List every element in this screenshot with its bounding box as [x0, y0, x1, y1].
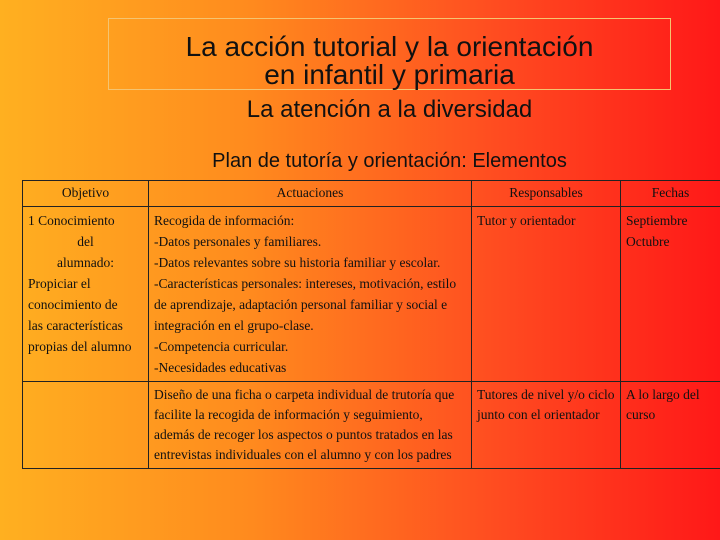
title-box [108, 18, 671, 90]
actuacion-item: -Datos relevantes sobre su historia familiar y escolar. [154, 255, 441, 270]
responsables-cell: Tutor y orientador [472, 207, 621, 382]
actuacion-item: -Datos personales y familiares. [154, 234, 322, 249]
actuaciones-cell [149, 207, 472, 382]
fechas-cell: A lo largo del curso [621, 382, 720, 469]
responsables-cell: Tutores de nivel y/o ciclo junto con el orientador [472, 382, 621, 469]
objetivo-line: 1 Conocimiento [28, 213, 115, 228]
header-actuaciones: Actuaciones [149, 181, 472, 207]
objetivo-cell [23, 382, 149, 469]
header-objetivo: Objetivo [23, 181, 149, 207]
actuacion-item: -Competencia curricular. [154, 339, 289, 354]
objetivo-line: propias del alumno [28, 339, 132, 354]
fecha-line: Septiembre [626, 213, 688, 228]
objetivo-line: Propiciar el [28, 276, 91, 291]
subtitle: La atención a la diversidad [246, 96, 533, 123]
header-fechas: Fechas [621, 181, 720, 207]
objetivo-line: las características [28, 318, 123, 333]
fecha-line: Octubre [626, 234, 670, 249]
actuacion-item: -Características personales: intereses, motivación, estilo de aprendizaje, adaptación personal familiar y social e integración en el grupo-clase. [154, 276, 457, 333]
objetivo-cell [23, 207, 149, 382]
table-row [23, 207, 720, 382]
actuacion-item: -Necesidades educativas [154, 360, 287, 375]
actuacion-item: Recogida de información: [154, 213, 295, 228]
plan-table [22, 180, 720, 469]
fechas-cell [621, 207, 720, 382]
objetivo-line: alumnado: [57, 255, 114, 270]
actuaciones-cell: Diseño de una ficha o carpeta individual de trutoría que facilite la recogida de información y seguimiento, además de recoger los aspectos o puntos tratados en las entrevistas individuales con el alumno y con los padres [149, 382, 472, 469]
section-heading: Plan de tutoría y orientación: Elementos [212, 150, 567, 172]
header-responsables: Responsables [472, 181, 621, 207]
title-line-2: en infantil y primaria [264, 59, 515, 90]
objetivo-line: conocimiento de [28, 297, 118, 312]
title-line-1: La acción tutorial y la orientación [185, 31, 594, 62]
table-row [23, 382, 720, 469]
objetivo-line: del [77, 234, 94, 249]
table-header-row [23, 181, 720, 207]
